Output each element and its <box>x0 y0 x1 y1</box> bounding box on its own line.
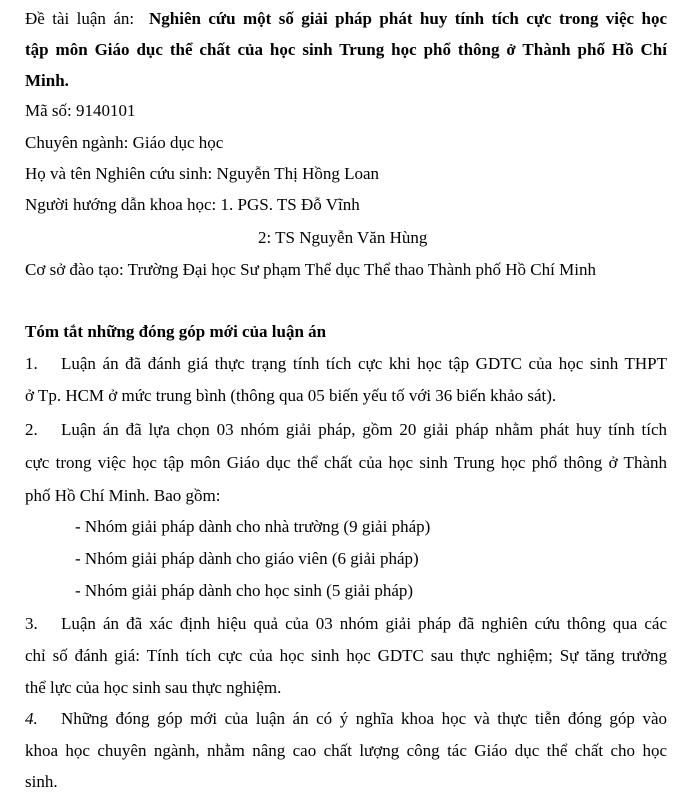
summary-item-2-line-2: cực trong việc học tập môn Giáo dục thể chất của học sinh Trung học phổ thông ở Thành <box>25 453 667 472</box>
summary-item-4-number: 4. <box>25 709 38 728</box>
summary-heading: Tóm tắt những đóng góp mới của luận án <box>25 322 327 341</box>
summary-item-1-line-2: ở Tp. HCM ở mức trung bình (thông qua 05 biến yếu tố với 36 biến khảo sát). <box>25 386 557 405</box>
summary-item-3-line-1 <box>25 614 667 634</box>
summary-item-2-line-1 <box>25 420 667 440</box>
thesis-title-line-2: tập môn Giáo dục thể chất của học sinh Trung học phổ thông ở Thành phố Hồ Chí <box>25 40 667 59</box>
thesis-title-line-1 <box>25 9 667 29</box>
thesis-advisor-1: Người hướng dẫn khoa học: 1. PGS. TS Đỗ Vĩnh <box>25 195 360 214</box>
thesis-code: Mã số: 9140101 <box>25 101 136 120</box>
summary-item-4-line-3: sinh. <box>25 772 58 791</box>
thesis-advisor-2: 2: TS Nguyễn Văn Hùng <box>258 228 428 247</box>
summary-item-3-line-2: chỉ số đánh giá: Tính tích cực của học sinh học GDTC sau thực nghiệm; Sự tăng trưởng <box>25 646 667 665</box>
summary-bullet-school: - Nhóm giải pháp dành cho nhà trường (9 giải pháp) <box>75 517 431 536</box>
summary-item-3-line-3: thể lực của học sinh sau thực nghiệm. <box>25 678 282 697</box>
summary-item-2-number: 2. <box>25 420 38 439</box>
summary-item-1-line-1 <box>25 354 667 374</box>
summary-item-4-text-1: Những đóng góp mới của luận án có ý nghĩa khoa học và thực tiễn đóng góp vào <box>61 709 667 728</box>
summary-item-1-number: 1. <box>25 354 38 373</box>
thesis-title-line-3: Minh. <box>25 71 69 90</box>
summary-item-3-number: 3. <box>25 614 38 633</box>
summary-item-2-text-1: Luận án đã lựa chọn 03 nhóm giải pháp, gồm 20 giải pháp nhằm phát huy tính tích <box>61 420 667 439</box>
summary-bullet-teacher: - Nhóm giải pháp dành cho giáo viên (6 giải pháp) <box>75 549 419 568</box>
thesis-title-text: Nghiên cứu một số giải pháp phát huy tính tích cực trong việc học <box>148 9 668 28</box>
summary-item-4-line-2: khoa học chuyên ngành, nhằm nâng cao chất lượng công tác Giáo dục thể chất cho học <box>25 741 667 760</box>
summary-item-3-text-1: Luận án đã xác định hiệu quả của 03 nhóm giải pháp đã nghiên cứu thông qua các <box>61 614 667 633</box>
thesis-major: Chuyên ngành: Giáo dục học <box>25 133 224 152</box>
summary-item-4-line-1 <box>25 709 667 729</box>
thesis-student: Họ và tên Nghiên cứu sinh: Nguyễn Thị Hồng Loan <box>25 164 380 183</box>
summary-item-2-line-3: phố Hồ Chí Minh. Bao gồm: <box>25 486 221 505</box>
summary-bullet-student: - Nhóm giải pháp dành cho học sinh (5 giải pháp) <box>75 581 414 600</box>
thesis-title-label: Đề tài luận án: <box>25 9 135 28</box>
summary-item-1-text-1: Luận án đã đánh giá thực trạng tính tích cực khi học tập GDTC của học sinh THPT <box>61 354 667 373</box>
thesis-institution: Cơ sở đào tạo: Trường Đại học Sư phạm Thể dục Thể thao Thành phố Hồ Chí Minh <box>25 260 596 279</box>
